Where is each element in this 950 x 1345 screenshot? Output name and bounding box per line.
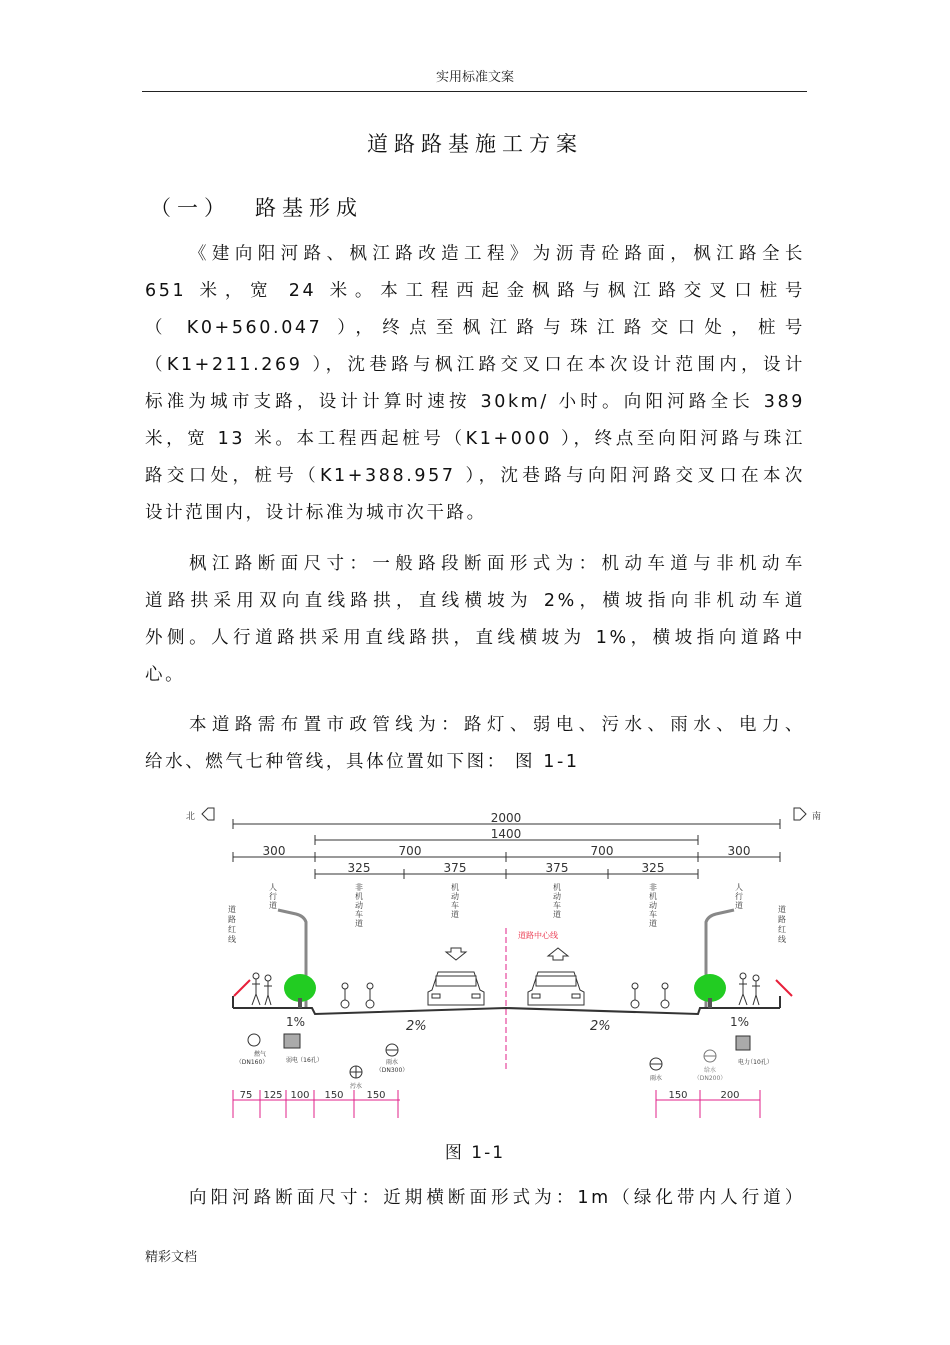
pipe-size: （DN160）: [235, 1059, 269, 1066]
red-line-right: [776, 980, 792, 996]
bottom-dim-label: 150: [366, 1090, 386, 1101]
tree-right-icon: [694, 974, 726, 1008]
road-cross-section-figure: [180, 800, 840, 1120]
power-duct-icon: [736, 1036, 773, 1066]
gas-pipe-icon: [236, 1034, 269, 1066]
page-header: 实用标准文案: [435, 70, 514, 85]
dimension-carriageway-label: 1400: [490, 827, 522, 841]
storm-pipe-icon: [376, 1044, 409, 1074]
pipe-label: 给水: [703, 1067, 717, 1074]
dimension-lane: 325: [347, 861, 371, 875]
south-label: 南: [812, 812, 822, 822]
paragraph-line: 心。: [145, 665, 186, 685]
header-divider: [142, 91, 807, 92]
paragraph-line: 枫江路断面尺寸：一般路段断面形式为：机动车道与非机动车: [189, 554, 805, 574]
pipe-label: 雨水: [649, 1075, 663, 1082]
slope-carriageway-right: 2%: [590, 1019, 611, 1034]
bottom-dim-label: 150: [324, 1090, 344, 1101]
car-left-icon: [428, 972, 484, 1005]
bottom-dim-label: 150: [668, 1090, 688, 1101]
dimension-half-left: 700: [398, 844, 422, 858]
slope-sidewalk-right: 1%: [730, 1015, 750, 1029]
cyclists-right-icon: [631, 983, 669, 1008]
dimension-lane: 375: [443, 861, 467, 875]
lane-label: 机动车道: [553, 883, 561, 919]
paragraph-line: 路交口处，桩号（K1+388.957 ），沈巷路与向阳河路交叉口在本次: [145, 466, 805, 486]
page-footer: 精彩文档: [145, 1250, 198, 1265]
north-label: 北: [186, 812, 196, 822]
arrow-down-icon: [446, 948, 466, 960]
paragraph-line: 给水、燃气七种管线，具体位置如下图： 图 1-1: [145, 752, 580, 772]
paragraph-line: 向阳河路断面尺寸：近期横断面形式为：1m（绿化带内人行道）: [189, 1188, 805, 1208]
arrow-up-icon: [548, 948, 568, 960]
dimension-row-lanes: [315, 869, 698, 879]
paragraph-utilities: [145, 707, 805, 781]
paragraph-xiangyanghe-section: [145, 1180, 805, 1217]
figure-caption: 图 1-1: [444, 1143, 506, 1163]
red-line-label-left: 道路红线: [228, 905, 236, 944]
red-line-label-right: 道路红线: [778, 905, 786, 944]
paragraph-line: 651 米，宽 24 米。本工程西起金枫路与枫江路交叉口桩号: [145, 281, 805, 301]
pipe-size: （16孔）: [297, 1057, 323, 1064]
pipe-label: 弱电: [285, 1057, 299, 1064]
storm-pipe-right-icon: [650, 1058, 662, 1082]
dimension-lane: 375: [545, 861, 569, 875]
pedestrians-right-icon: [739, 973, 760, 1005]
pipe-label: 污水: [349, 1083, 363, 1090]
south-arrow-icon: [794, 808, 821, 822]
red-line-left: [234, 980, 250, 996]
slope-carriageway-left: 2%: [406, 1019, 427, 1034]
bottom-dim-label: 200: [720, 1090, 740, 1101]
bottom-dimension-left-labels: [240, 1090, 386, 1101]
paragraph-project-overview: [145, 236, 805, 532]
car-right-icon: [528, 972, 584, 1005]
pedestrians-left-icon: [252, 973, 272, 1005]
sidewalk-label-left: 人行道: [269, 883, 277, 910]
telecom-duct-icon: [284, 1034, 323, 1064]
bottom-dim-label: 75: [239, 1090, 253, 1101]
tree-left-icon: [284, 974, 316, 1008]
paragraph-cross-section: [145, 546, 805, 694]
document-title: 道路路基施工方案: [367, 132, 583, 156]
lane-labels: [228, 882, 786, 944]
dimension-sidewalk-right: 300: [727, 844, 751, 858]
dimension-row-halves: [233, 852, 780, 862]
section-number: （一）: [150, 196, 231, 220]
section-heading: [150, 192, 363, 222]
pipe-size: （DN300）: [375, 1067, 409, 1074]
cross-section-drawing: [180, 800, 840, 1120]
pipe-size: （10孔）: [747, 1059, 773, 1066]
sewer-pipe-icon: [350, 1066, 362, 1090]
paragraph-line: 本道路需布置市政管线为：路灯、弱电、污水、雨水、电力、: [189, 715, 805, 735]
dimension-lane: 325: [641, 861, 665, 875]
cyclists-left-icon: [341, 983, 374, 1008]
paragraph-line: 设计范围内，设计标准为城市次干路。: [145, 503, 487, 523]
bottom-dimension-right-labels: [668, 1090, 739, 1101]
pipe-label: 雨水: [385, 1059, 399, 1066]
pipe-size: （DN200）: [693, 1075, 727, 1082]
bottom-dim-label: 125: [263, 1090, 283, 1101]
dimension-half-right: 700: [590, 844, 614, 858]
paragraph-line: 道路拱采用双向直线路拱，直线横坡为 2%，横坡指向非机动车道: [145, 591, 805, 611]
lane-label: 非机动车道: [649, 883, 657, 928]
section-title: 路基形成: [255, 196, 363, 220]
paragraph-line: （ K0+560.047 ），终点至枫江路与珠江路交口处，桩号: [145, 318, 805, 338]
dimension-total-label: 2000: [490, 811, 522, 825]
dimension-sidewalk-left: 300: [262, 844, 286, 858]
paragraph-line: （K1+211.269 ），沈巷路与枫江路交叉口在本次设计范围内，设计: [145, 355, 805, 375]
water-pipe-icon: [694, 1050, 727, 1082]
north-arrow-icon: [186, 808, 214, 822]
lane-label: 非机动车道: [355, 883, 363, 928]
lane-label: 机动车道: [451, 883, 459, 919]
sidewalk-label-right: 人行道: [735, 883, 743, 910]
bottom-dim-label: 100: [290, 1090, 310, 1101]
paragraph-line: 外侧。人行道路拱采用直线路拱，直线横坡为 1%，横坡指向道路中: [145, 628, 805, 648]
paragraph-line: 米，宽 13 米。本工程西起桩号（K1+000 ），终点至向阳河路与珠江: [145, 429, 805, 449]
centerline-label: 道路中心线: [518, 931, 558, 940]
paragraph-line: 标准为城市支路，设计计算时速按 30km/ 小时。向阳河路全长 389: [145, 392, 805, 412]
slope-sidewalk-left: 1%: [286, 1015, 306, 1029]
pipe-label: 电力: [737, 1059, 751, 1066]
pipe-label: 燃气: [253, 1051, 267, 1058]
paragraph-line: 《建向阳河路、枫江路改造工程》为沥青砼路面，枫江路全长: [189, 244, 805, 264]
